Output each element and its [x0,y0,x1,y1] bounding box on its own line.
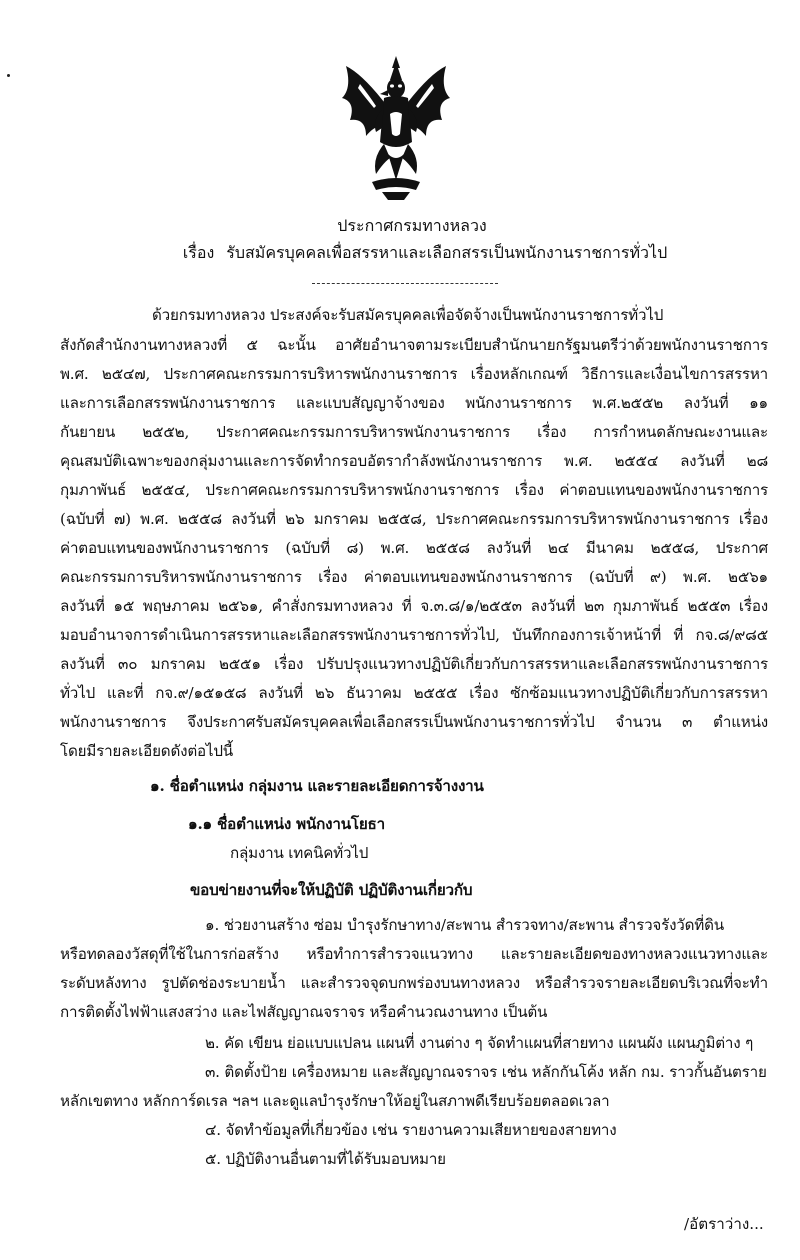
duty-line: การติดตั้งไฟฟ้าแสงสว่าง และไฟสัญญาณจราจร หรือคำนวณงานทาง เป็นต้น [60,1003,548,1021]
body-line: ทั่วไป และที่ กจ.๙/๑๕๑๕๘ ลงวันที่ ๒๖ ธันวาคม ๒๕๕๕ เรื่อง ซักซ้อมแนวทางปฏิบัติเกี่ยวกับการสรรหา [60,684,768,702]
body-line: พนักงานราชการ จึงประกาศรับสมัครบุคคลเพื่อเลือกสรรเป็นพนักงานราชการทั่วไป จำนวน ๓ ตำแหน่ง [60,713,768,731]
duty-line: ระดับหลังทาง รูปตัดช่องระบายน้ำ และสำรวจจุดบกพร่องบนทางหลวง หรือสำรวจรายละเอียดบริเวณที่จะทำ [60,974,768,992]
body-line: (ฉบับที่ ๗) พ.ศ. ๒๕๕๘ ลงวันที่ ๒๖ มกราคม ๒๕๕๘, ประกาศคณะกรรมการบริหารพนักงานราชการ เรื่อง [60,510,768,528]
body-line: ลงวันที่ ๓๐ มกราคม ๒๕๕๑ เรื่อง ปรับปรุงแนวทางปฏิบัติเกี่ยวกับการสรรหาและเลือกสรรพนักงานราชการ [60,655,768,673]
body-line: คณะกรรมการบริหารพนักงานราชการ เรื่อง ค่าตอบแทนของพนักงานราชการ (ฉบับที่ ๙) พ.ศ. ๒๕๖๑ [60,568,768,586]
title-divider [312,283,498,284]
subject-label: เรื่อง [182,243,215,262]
duty-line: ๔. จัดทำข้อมูลที่เกี่ยวข้อง เช่น รายงานความเสียหายของสายทาง [205,1121,617,1139]
section-heading: ๑. ชื่อตำแหน่ง กลุ่มงาน และรายละเอียดการจ้างงาน [150,777,484,795]
job-group: กลุ่มงาน เทคนิคทั่วไป [230,844,369,862]
body-line: ด้วยกรมทางหลวง ประสงค์จะรับสมัครบุคคลเพื่อจัดจ้างเป็นพนักงานราชการทั่วไป [152,306,664,324]
position-title: ๑.๑ ชื่อตำแหน่ง พนักงานโยธา [188,815,385,833]
scan-speck [7,74,10,77]
scope-heading: ขอบข่ายงานที่จะให้ปฏิบัติ ปฏิบัติงานเกี่ยวกับ [190,881,473,899]
announcement-title: ประกาศกรมทางหลวง [337,216,487,235]
body-line: ค่าตอบแทนของพนักงานราชการ (ฉบับที่ ๘) พ.ศ. ๒๕๕๘ ลงวันที่ ๒๔ มีนาคม ๒๕๕๘, ประกาศ [60,539,768,557]
body-line: พ.ศ. ๒๕๔๗, ประกาศคณะกรรมการบริหารพนักงานราชการ เรื่องหลักเกณฑ์ วิธีการและเงื่อนไขการสรรหา [60,365,768,383]
subject-line [25,242,800,264]
duty-line: หลักเขตทาง หลักการ์ดเรล ฯลฯ และดูแลบำรุงรักษาให้อยู่ในสภาพดีเรียบร้อยตลอดเวลา [60,1092,610,1110]
body-line: กันยายน ๒๕๕๒, ประกาศคณะกรรมการบริหารพนักงานราชการ เรื่อง การกำหนดลักษณะงานและ [60,423,768,441]
duty-line: ๒. คัด เขียน ย่อแบบแปลน แผนที่ งานต่าง ๆ จัดทำแผนที่สายทาง แผนผัง แผนภูมิต่าง ๆ [205,1034,754,1052]
garuda-emblem-icon [332,54,460,204]
continuation-note: /อัตราว่าง... [684,1215,764,1233]
body-line: คุณสมบัติเฉพาะของกลุ่มงานและการจัดทำกรอบอัตรากำลังพนักงานราชการ พ.ศ. ๒๕๕๔ ลงวันที่ ๒๘ [60,452,768,470]
body-line: โดยมีรายละเอียดดังต่อไปนี้ [60,742,233,760]
body-line: และการเลือกสรรพนักงานราชการ และแบบสัญญาจ้างของ พนักงานราชการ พ.ศ.๒๕๕๒ ลงวันที่ ๑๑ [60,394,768,412]
body-line: สังกัดสำนักงานทางหลวงที่ ๕ ฉะนั้น อาศัยอำนาจตามระเบียบสำนักนายกรัฐมนตรีว่าด้วยพนักงานราชการ [60,336,768,354]
duty-line: ๓. ติดตั้งป้าย เครื่องหมาย และสัญญาณจราจร เช่น หลักกันโค้ง หลัก กม. ราวกั้นอันตราย [205,1063,767,1081]
body-line: มอบอำนาจการดำเนินการสรรหาและเลือกสรรพนักงานราชการทั่วไป, บันทึกกองการเจ้าหน้าที่ ที่ กจ.๘/๙๘๕ [60,626,768,644]
duty-line: ๑. ช่วยงานสร้าง ซ่อม บำรุงรักษาทาง/สะพาน สำรวจทาง/สะพาน สำรวจรังวัดที่ดิน [205,916,724,934]
duty-line: ๕. ปฏิบัติงานอื่นตามที่ได้รับมอบหมาย [205,1150,446,1168]
body-line: กุมภาพันธ์ ๒๕๕๔, ประกาศคณะกรรมการบริหารพนักงานราชการ เรื่อง ค่าตอบแทนของพนักงานราชการ [60,481,768,499]
duty-line: หรือทดลองวัสดุที่ใช้ในการก่อสร้าง หรือทำการสำรวจแนวทาง และรายละเอียดของทางหลวงแนวทางและ [60,945,768,963]
subject-text: รับสมัครบุคคลเพื่อสรรหาและเลือกสรรเป็นพนักงานราชการทั่วไป [226,243,668,262]
body-line: ลงวันที่ ๑๕ พฤษภาคม ๒๕๖๑, คำสั่งกรมทางหลวง ที่ จ.๓.๘/๑/๒๕๕๓ ลงวันที่ ๒๓ กุมภาพันธ์ ๒๕๕๓ เรื่อง [60,597,768,615]
